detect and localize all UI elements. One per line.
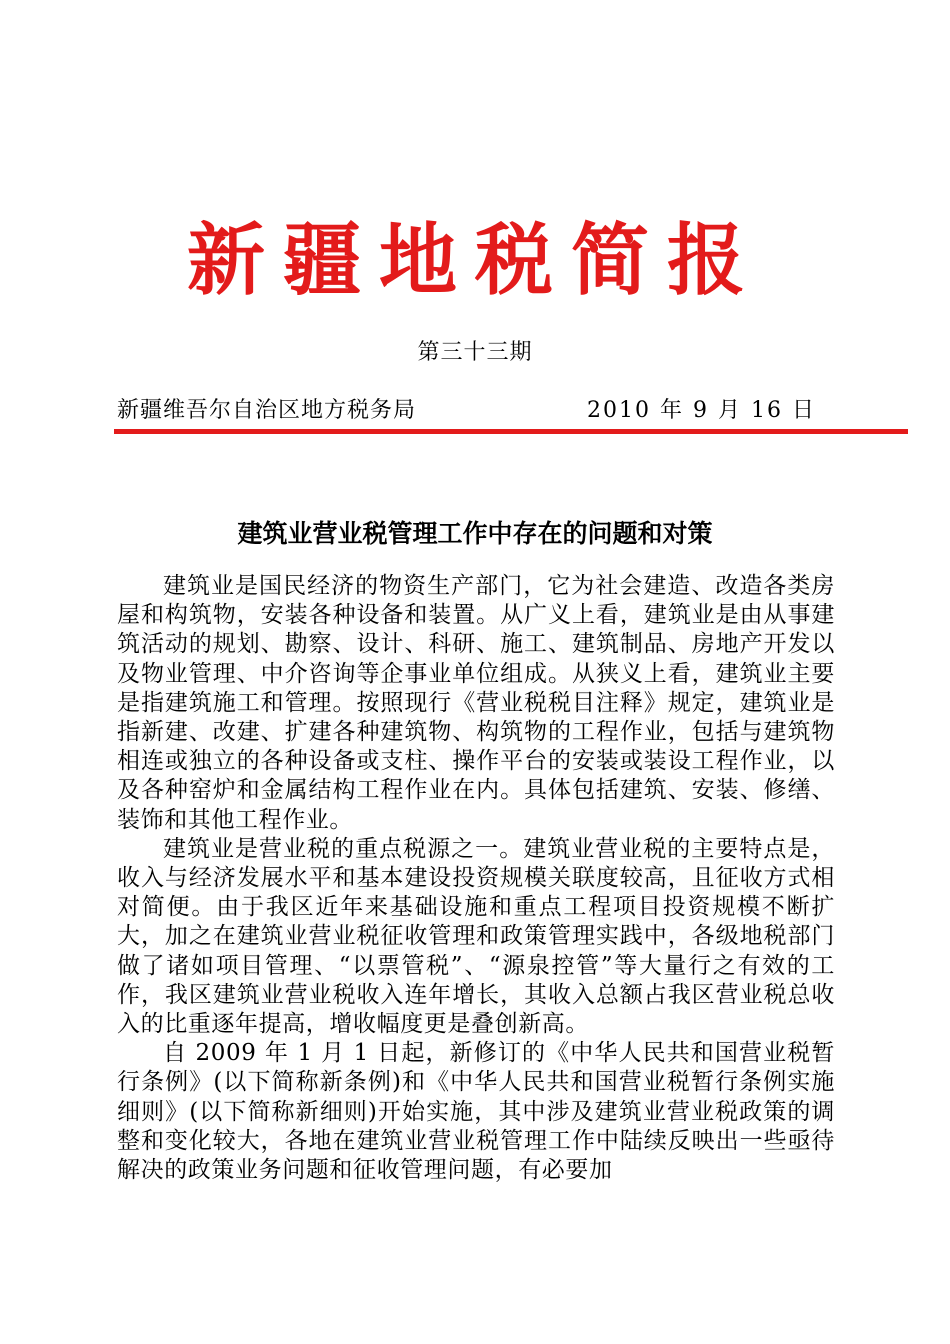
paragraph: 自 2009 年 1 月 1 日起，新修订的《中华人民共和国营业税暂行条例》(以下简称新条例)和《中华人民共和国营业税暂行条例实施细则》(以下简称新细则)开始实施，其中涉及建筑业营业税政策的调整和变化较大，各地在建筑业营业税管理工作中陆续反映出一些亟待解决的政策业务问题和征收管理问题，有必要加 [117,1040,835,1184]
header-divider [114,429,908,434]
article-title: 建筑业营业税管理工作中存在的问题和对策 [237,519,713,548]
article-body [117,572,835,1185]
masthead-title: 新疆地税简报 [186,215,763,306]
publish-date: 2010 年 9 月 16 日 [587,398,816,423]
paragraph: 建筑业是营业税的重点税源之一。建筑业营业税的主要特点是，收入与经济发展水平和基本建设投资规模关联度较高，且征收方式相对简便。由于我区近年来基础设施和重点工程项目投资规模不断扩大，加之在建筑业营业税征收管理和政策管理实践中，各级地税部门做了诸如项目管理、“以票管税”、“源泉控管”等大量行之有效的工作，我区建筑业营业税收入连年增长，其收入总额占我区营业税总收入的比重逐年提高，增收幅度更是叠创新高。 [117,835,835,1038]
issue-number: 第三十三期 [417,340,533,365]
paragraph: 建筑业是国民经济的物资生产部门，它为社会建造、改造各类房屋和构筑物，安装各种设备和装置。从广义上看，建筑业是由从事建筑活动的规划、勘察、设计、科研、施工、建筑制品、房地产开发以及物业管理、中介咨询等企事业单位组成。从狭义上看，建筑业主要是指建筑施工和管理。按照现行《营业税税目注释》规定，建筑业是指新建、改建、扩建各种建筑物、构筑物的工程作业，包括与建筑物相连或独立的各种设备或支柱、操作平台的安装或装设工程作业，以及各种窑炉和金属结构工程作业在内。具体包括建筑、安装、修缮、装饰和其他工程作业。 [117,573,835,833]
publisher-organization: 新疆维吾尔自治区地方税务局 [117,398,417,423]
